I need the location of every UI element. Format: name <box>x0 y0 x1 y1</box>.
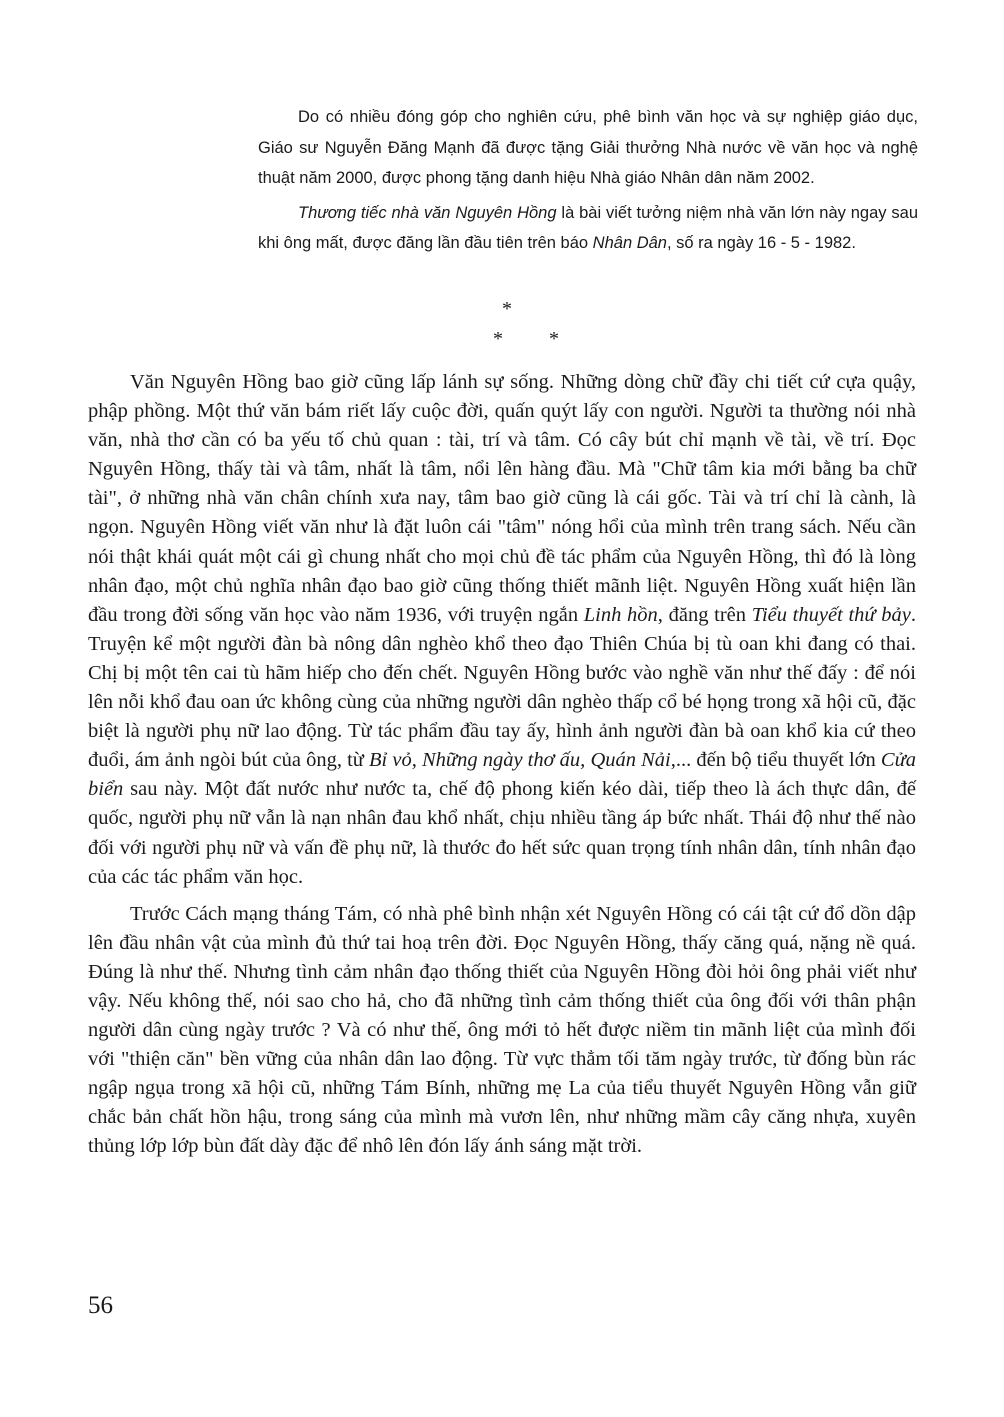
intro-p1-text: Do có nhiều đóng góp cho nghiên cứu, phê bình văn học và sự nghiệp giáo dục, Giáo sư Nguyễn Đăng Mạnh đã được tặng Giải thưởng Nhà nước về văn học và nghệ thuật năm 2000, được phong tặng danh hiệu Nhà giáo Nhân dân năm 2002. <box>258 108 918 187</box>
separator-star-row <box>470 328 582 351</box>
separator-star-left: * <box>493 328 503 350</box>
magazine-title: Tiểu thuyết thứ bảy <box>751 603 911 626</box>
body-p2-text: Trước Cách mạng tháng Tám, có nhà phê bình nhận xét Nguyên Hồng có cái tật cứ đổ dồn dập lên đầu nhân vật của mình đủ thứ tai hoạ trên đời. Đọc Nguyên Hồng, thấy căng quá, nặng nề quá. Đúng là như thế. Nhưng tình cảm nhân đạo thống thiết của Nguyên Hồng đòi hỏi ông phải viết như vậy. Nếu không thế, nói sao cho hả, cho đã những tình cảm thống thiết của ông đối với thân phận người dân cùng ngày trước ? Và có như thế, ông mới tỏ hết được niềm tin mãnh liệt của mình đối với "thiện căn" bền vững của nhân dân lao động. Từ vực thẳm tối tăm ngày trước, từ đống bùn rác ngập ngụa trong xã hội cũ, những Tám Bính, những mẹ La của tiểu thuyết Nguyên Hồng vẫn giữ chắc bản chất hồn hậu, trong sáng của mình mà vươn lên, như những mầm cây căng nhựa, xuyên thủng lớp lớp bùn đất dày đặc để nhô lên đón lấy ánh sáng mặt trời. <box>88 902 916 1158</box>
separator-star-top: * <box>502 298 512 320</box>
work-title-linh-hon: Linh hồn <box>583 603 658 626</box>
intro-section <box>258 102 918 263</box>
body-p1-text-e: sau này. Một đất nước như nước ta, chế độ phong kiến kéo dài, tiếp theo là ách thực dân, đế quốc, người phụ nữ vẫn là nạn nhân đau khổ nhất, chịu nhiều tầng áp bức nhất. Thái độ như thế nào đối với người phụ nữ và vấn đề phụ nữ, là thước đo hết sức quan trọng tính nhân dân, tính nhân đạo của các tác phẩm văn học. <box>88 778 916 888</box>
body-p1-text-c: . Truyện kể một người đàn bà nông dân nghèo khổ theo đạo Thiên Chúa bị tù oan khi đang có thai. Chị bị một tên cai tù hãm hiếp cho đến chết. Nguyên Hồng bước vào nghề văn như thế đấy : để nói lên nỗi khổ đau oan ức không cùng của những người dân nghèo thấp cổ bé họng trong xã hội cũ, đặc biệt là người phụ nữ lao động. Từ tác phẩm đầu tay ấy, hình ảnh người đàn bà oan khổ kia cứ theo đuổi, ám ảnh ngòi bút của ông, từ <box>88 603 916 772</box>
work-titles-list: Bỉ vỏ, Những ngày thơ ấu, Quán Nải <box>369 749 671 772</box>
body-p1-text-a: Văn Nguyên Hồng bao giờ cũng lấp lánh sự sống. Những dòng chữ đầy chi tiết cứ cựa quậy, phập phồng. Một thứ văn bám riết lấy cuộc đời, quấn quýt lấy con người. Người ta thường nói nhà văn, nhà thơ cần có ba yếu tố chủ quan : tài, trí và tâm. Có cây bút chỉ mạnh về tài, về trí. Đọc Nguyên Hồng, thấy tài và tâm, nhất là tâm, nổi lên hàng đầu. Mà "Chữ tâm kia mới bằng ba chữ tài", ở những nhà văn chân chính xưa nay, tâm bao giờ cũng là cái gốc. Tài và trí chỉ là cành, là ngọn. Nguyên Hồng viết văn như là đặt luôn cái "tâm" nóng hổi của mình trên trang sách. Nếu cần nói thật khái quát một cái gì chung nhất cho mọi chủ đề tác phẩm của Nguyên Hồng, thì đó là lòng nhân đạo, một chủ nghĩa nhân đạo bao giờ cũng thống thiết mãnh liệt. Nguyên Hồng xuất hiện lần đầu trong đời sống văn học vào năm 1936, với truyện ngắn <box>88 371 916 626</box>
newspaper-name: Nhân Dân <box>592 234 667 252</box>
body-p1-text-b: , đăng trên <box>657 603 752 626</box>
separator-star-right: * <box>549 328 559 350</box>
body-p1-text-d: ,... đến bộ tiểu thuyết lớn <box>670 749 881 772</box>
work-title-cua-bien: Cửa biển <box>88 749 916 801</box>
body-paragraph-2 <box>88 900 916 1162</box>
main-text <box>88 368 916 1170</box>
intro-paragraph-1 <box>258 102 918 194</box>
intro-paragraph-2 <box>258 198 918 259</box>
page-number: 56 <box>88 1292 113 1319</box>
intro-p2-text-a: là bài viết tưởng niệm nhà văn lớn này ngay sau khi ông mất, được đăng lần đầu tiên trên báo <box>258 203 919 252</box>
article-title: Thương tiếc nhà văn Nguyên Hồng <box>298 203 557 222</box>
body-paragraph-1 <box>88 368 916 892</box>
intro-p2-text-b: , số ra ngày 16 - 5 - 1982. <box>666 234 856 252</box>
